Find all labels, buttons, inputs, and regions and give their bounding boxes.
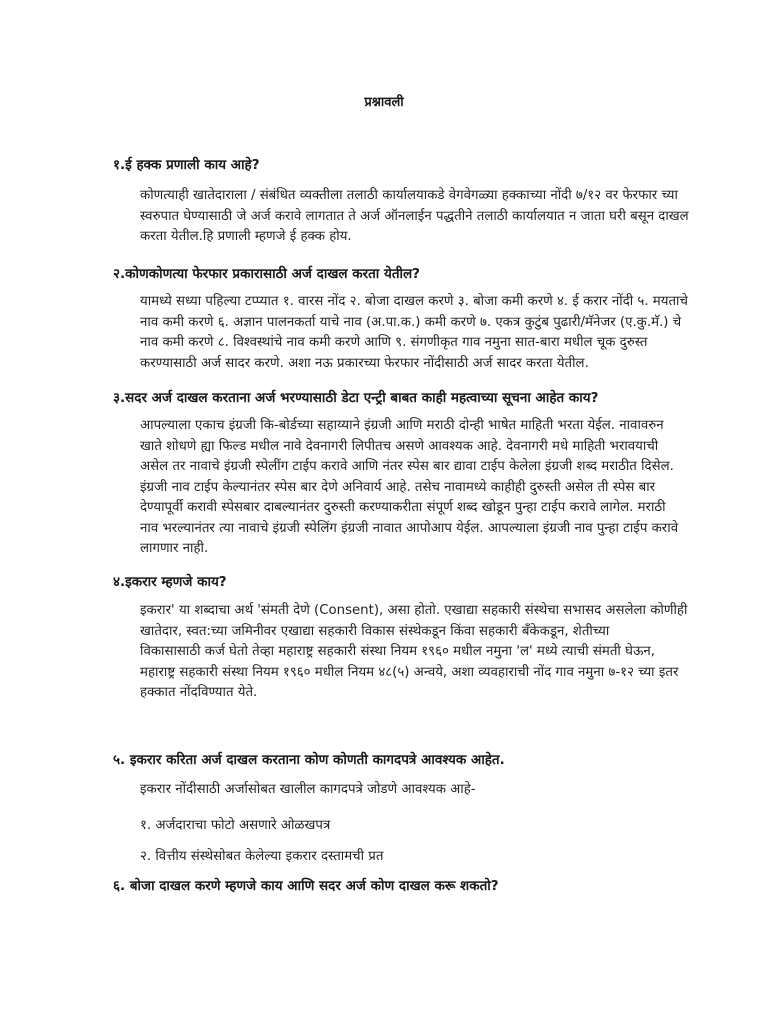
answer-2-line: नाव कमी करणे ८. विश्वस्थांचे नाव कमी करणे आणि ९. संगणीकृत गाव नमुना सात-बारा मधील चूक दुरुस्त xyxy=(140,335,648,350)
answer-4-line: हक्कात नोंदविण्यात येते. xyxy=(140,685,258,700)
answer-2-line: नाव कमी करणे ६. अज्ञान पालनकर्ता याचे नाव (अ.पा.क.) कमी करणे ७. एकत्र कुटुंब पुढारी/मॅनेजर (ए.कु.मॅ.) चे xyxy=(140,314,682,330)
answer-3-line: लागणार नाही. xyxy=(140,541,209,556)
question-4-heading: ४.इकरार म्हणजे काय? xyxy=(113,574,227,590)
answer-1-line: करता येतील.हि प्रणाली म्हणजे ई हक्क होय. xyxy=(140,229,352,244)
question-1-heading: १.ई हक्क प्रणाली काय आहे? xyxy=(113,157,260,173)
answer-5-intro: इकरार नोंदीसाठी अर्जासोबत खालील कागदपत्रे जोडणे आवश्यक आहे- xyxy=(140,782,476,797)
answer-1-paragraph xyxy=(140,186,689,248)
answer-4-line: खातेदार, स्वत:च्या जमिनीवर एखाद्या सहकारी विकास संस्थेकडून किंवा सहकारी बँकेकडून, शेतीच्या xyxy=(140,623,610,639)
document-list-item: २. वित्तीय संस्थेसोबत केलेल्या इकरार दस्तामची प्रत xyxy=(140,849,384,864)
answer-4-line: इकरार' या शब्दाचा अर्थ 'संमती देणे (Consent), असा होतो. एखाद्या सहकारी संस्थेचा सभासद असलेला कोणीही xyxy=(140,603,688,618)
answer-2-paragraph xyxy=(140,292,688,374)
answer-4-line: महाराष्ट्र सहकारी संस्था नियम १९६० मधील नियम ४८(५) अन्वये, अशा व्यवहाराची नोंद गाव नमुना ७-१२ च्या इतर xyxy=(140,664,679,680)
document-list-item: १. अर्जदाराचा फोटो असणारे ओळखपत्र xyxy=(140,818,331,833)
answer-4-paragraph xyxy=(140,601,688,704)
answer-3-line: खाते शोधणे ह्या फिल्ड मधील नावे देवनागरी लिपीतच असणे आवश्यक आहे. देवनागरी मधे माहिती भरावयाची xyxy=(140,438,659,454)
answer-2-line: यामध्ये सध्या पहिल्या टप्प्यात १. वारस नोंद २. बोजा दाखल करणे ३. बोजा कमी करणे ४. ई करार नोंदी ५. मयताचे xyxy=(140,294,688,309)
answer-3-line: असेल तर नावाचे इंग्रजी स्पेलींग टाईप करावे आणि नंतर स्पेस बार द्यावा टाईप केलेला इंग्रजी शब्द मराठीत दिसेल. xyxy=(140,459,674,474)
question-3-heading: ३.सदर अर्ज दाखल करताना अर्ज भरण्यासाठी डेटा एन्ट्री बाबत काही महत्वाच्या सूचना आहेत काय? xyxy=(113,390,599,406)
answer-2-line: करण्यासाठी अर्ज सादर करणे. अशा नऊ प्रकारच्या फेरफार नोंदीसाठी अर्ज सादर करता येतील. xyxy=(140,355,589,371)
question-2-heading: २.कोणकोणत्या फेरफार प्रकारासाठी अर्ज दाखल करता येतील? xyxy=(113,266,421,282)
answer-3-line: इंग्रजी नाव टाईप केल्यानंतर स्पेस बार देणे अनिवार्य आहे. तसेच नावामध्ये काहीही दुरुस्ती असेल ती स्पेस बार xyxy=(140,479,656,495)
question-5-heading: ५. इकरार करिता अर्ज दाखल करताना कोण कोणती कागदपत्रे आवश्यक आहेत. xyxy=(113,752,505,768)
answer-1-line: कोणत्याही खातेदाराला / संबंधित व्यक्तीला तलाठी कार्यालयाकडे वेगवेगळ्या हक्काच्या नोंदी ७/१२ वर फेरफार च्या xyxy=(140,188,678,203)
answer-3-paragraph xyxy=(140,416,679,560)
answer-4-line: विकासासाठी कर्ज घेतो तेव्हा महाराष्ट्र सहकारी संस्था नियम १९६० मधील नमुना 'ल' मध्ये त्याची संमती घेऊन, xyxy=(140,644,655,659)
document-title: प्रश्नावली xyxy=(364,95,404,110)
answer-3-line: नाव भरल्यानंतर त्या नावाचे इंग्रजी स्पेलिंग इंग्रजी नावात आपोआप येईल. आपल्याला इंग्रजी नाव पुन्हा टाईप करावे xyxy=(140,520,679,536)
answer-3-line: देण्यापूर्वी करावी स्पेसबार दाबल्यानंतर दुरुस्ती करण्याकरीता संपूर्ण शब्द खोडून पुन्हा टाईप करावे लागेल. मराठी xyxy=(140,500,666,515)
answer-3-line: आपल्याला एकाच इंग्रजी कि-बोर्डच्या सहाय्याने इंग्रजी आणि मराठी दोन्ही भाषेत माहिती भरता येईल. नावावरुन xyxy=(140,418,664,433)
answer-1-line: स्वरुपात घेण्यासाठी जे अर्ज करावे लागतात ते अर्ज ऑनलाईन पद्धतीने तलाठी कार्यालयात न जाता घरी बसून दाखल xyxy=(140,208,689,224)
question-6-heading: ६. बोजा दाखल करणे म्हणजे काय आणि सदर अर्ज कोण दाखल करू शकतो? xyxy=(113,878,499,894)
